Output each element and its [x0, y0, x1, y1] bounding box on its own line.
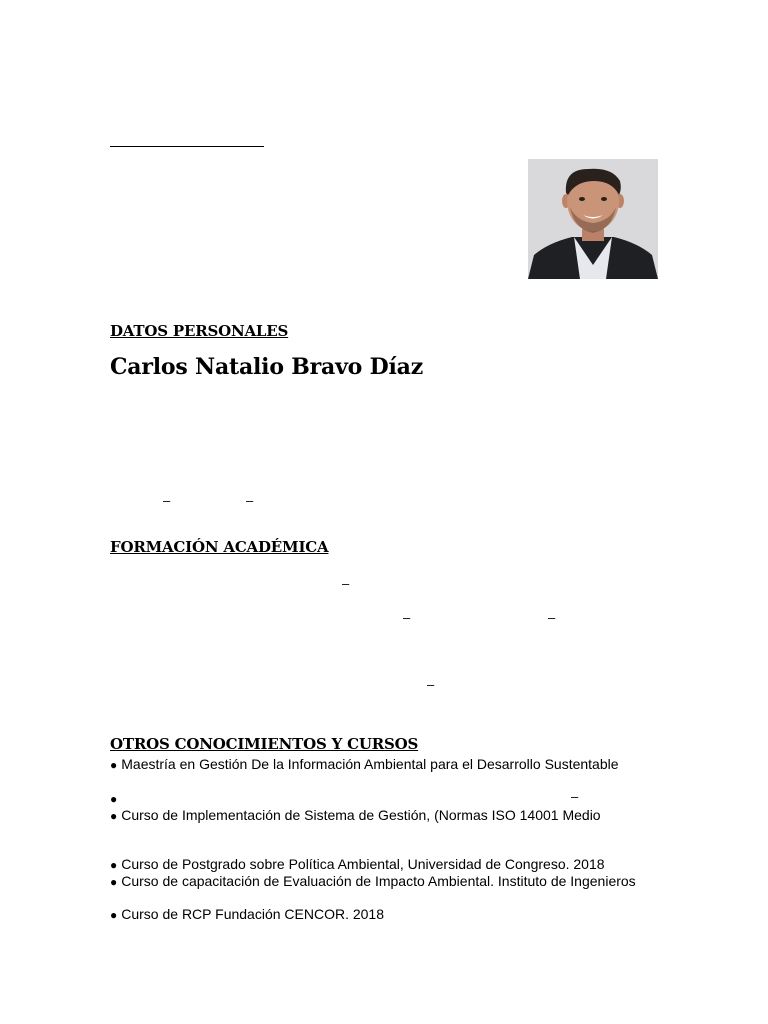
- list-item-text: Maestría en Gestión De la Información Ambiental para el Desarrollo Sustentable: [121, 756, 619, 772]
- list-item-text: Curso de capacitación de Evaluación de Impacto Ambiental. Instituto de Ingenieros: [121, 873, 636, 889]
- section-heading-other: OTROS CONOCIMIENTOS Y CURSOS: [110, 735, 419, 753]
- person-name: Carlos Natalio Bravo Díaz: [110, 354, 424, 380]
- dash-mark: –: [427, 677, 435, 692]
- list-item: [110, 756, 619, 773]
- bullet-icon: ●: [110, 809, 118, 823]
- bullet-icon: ●: [110, 908, 118, 922]
- section-heading-education: FORMACIÓN ACADÉMICA: [110, 538, 329, 556]
- list-item: [110, 906, 384, 923]
- list-item-text: Curso de Implementación de Sistema de Gestión, (Normas ISO 14001 Medio: [121, 807, 601, 823]
- list-item: [110, 807, 601, 824]
- profile-photo: [528, 159, 658, 279]
- bullet-icon: ●: [110, 875, 118, 889]
- list-item-text: Curso de RCP Fundación CENCOR. 2018: [121, 906, 385, 922]
- bullet-icon: ●: [110, 792, 118, 806]
- dash-mark: –: [246, 493, 254, 508]
- list-item: [110, 856, 605, 873]
- top-divider: [110, 146, 264, 147]
- bullet-icon: ●: [110, 858, 118, 872]
- dash-mark: –: [403, 610, 411, 625]
- portrait-illustration: [528, 159, 658, 279]
- dash-mark: –: [163, 493, 171, 508]
- list-item: [110, 873, 636, 890]
- dash-mark: –: [548, 610, 556, 625]
- dash-mark: –: [571, 789, 579, 804]
- list-item: [110, 790, 121, 807]
- bullet-icon: ●: [110, 758, 118, 772]
- dash-mark: –: [342, 576, 350, 591]
- section-heading-personal: DATOS PERSONALES: [110, 322, 289, 340]
- list-item-text: Curso de Postgrado sobre Política Ambiental, Universidad de Congreso. 2018: [121, 856, 605, 872]
